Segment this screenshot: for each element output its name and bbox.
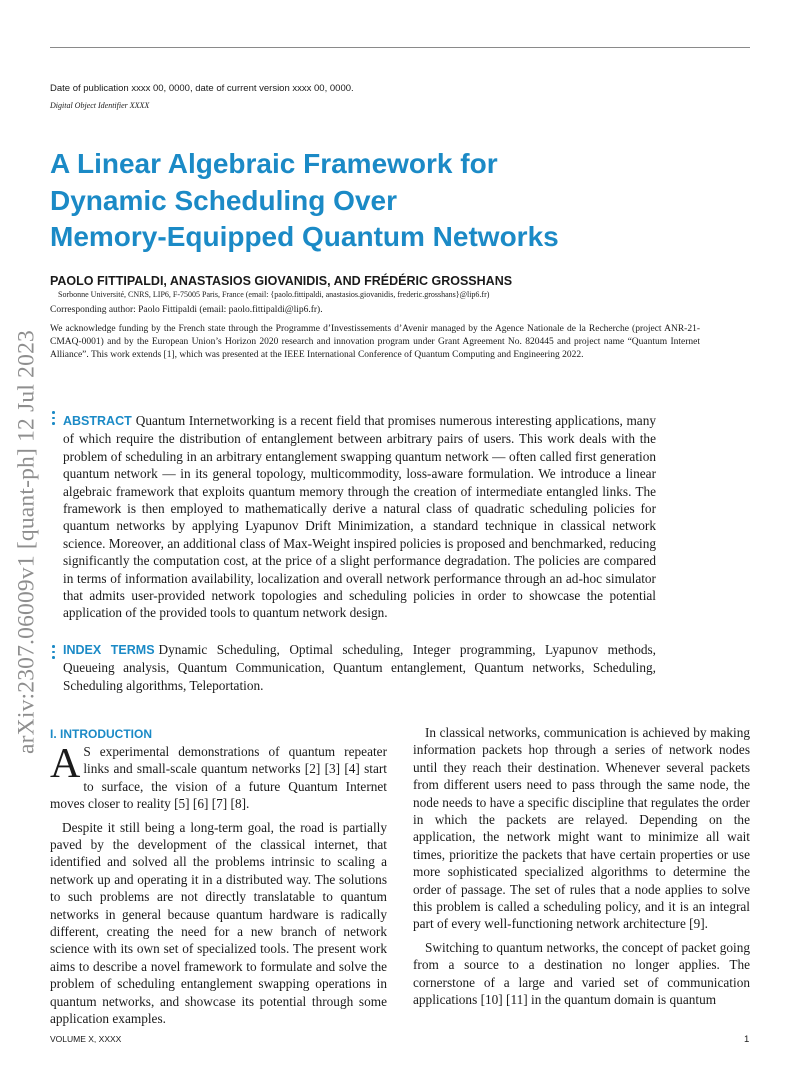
page-number: 1: [744, 1034, 750, 1045]
index-terms-label: INDEX TERMS: [63, 643, 155, 657]
index-terms-text: Dynamic Scheduling, Optimal scheduling, Integer programming, Lyapunov methods, Queueing analysis, Quantum Communication, Quantum entanglement, Quantum networks, Scheduling, Scheduling algorithms, Teleportation.: [63, 642, 656, 693]
abstract-text: Quantum Internetworking is a recent field that promises numerous interesting applications, many of which require the distribution of entanglement between arbitrary pairs of users. This work deals with the problem of scheduling in an arbitrary entanglement swapping quantum network — often called first generation quantum network — in its general topology, multicommodity, loss-aware formulation. We introduce a linear algebraic framework that exploits quantum memory through the creation of intermediate entangled links. The framework is then employed to mathematically derive a natural class of quadratic scheduling policies for quantum networks by applying Lyapunov Drift Minimization, a standard technique in classical network science. Moreover, an additional class of Max-Weight inspired policies is proposed and benchmarked, reducing significantly the computation cost, at the price of a slight performance degradation. The policies are compared in terms of information availability, localization and overall network performance through an ad-hoc simulator that admits user-provided network topologies and scheduling policies in order to showcase the potential application of the provided tools to quantum network design.: [63, 413, 656, 621]
drop-cap: A: [50, 741, 81, 787]
arxiv-stamp: [4, 282, 50, 802]
doi-line: Digital Object Identifier XXXX: [50, 101, 150, 110]
paragraph-text: S experimental demonstrations of quantum repeater links and small-scale quantum networks [2] [3] [4] start to surface, the vision of a future Quantum Internet moves closer to reality [5] [6] [7] [8].: [50, 744, 387, 812]
left-column: [50, 743, 387, 1028]
affiliation: Sorbonne Université, CNRS, LIP6, F-75005 Paris, France (email: {paolo.fittipaldi, anastasios.giovanidis, frederic.grosshans}@lip6.fr): [58, 290, 490, 299]
funding-note: We acknowledge funding by the French state through the Programme d’Investissements d’Avenir managed by the Agence Nationale de la Recherche (project ANR-21-CMAQ-0001) and by the European Union’s Horizon 2020 research and innovation program under Grant Agreement No. 820445 and project name “Quantum Internet Alliance”. This work extends [1], which was presented at the IEEE International Conference of Quantum Computing and Engineering 2022.: [50, 324, 700, 360]
abstract: [63, 412, 656, 622]
paragraph: In classical networks, communication is achieved by making information packets hop through a series of network nodes until they reach their destination. Whenever several packets from different users need to pass through the same node, the node needs to have a specific discipline that regulates the order in which the packets are relayed. Depending on the application, the network might want to minimize all wait times, prioritize the packets that have certain properties or use more sophisticated specialized algorithms to determine the order of passage. The set of rules that a node applies to solve this problem is called a scheduling policy, and it is an integral part of every well-functioning network architecture [9].: [413, 725, 750, 932]
title-line: Memory-Equipped Quantum Networks: [50, 221, 559, 252]
corresponding-author: Corresponding author: Paolo Fittipaldi (email: paolo.fittipaldi@lip6.fr).: [50, 305, 323, 315]
title-line: A Linear Algebraic Framework for: [50, 148, 498, 179]
abstract-marker: [52, 411, 58, 428]
header-rule: [50, 47, 750, 48]
paragraph: [50, 743, 387, 813]
paragraph: Switching to quantum networks, the concept of packet going from a source to a destination no longer applies. The cornerstone of a large and varied set of communication applications [10] [11] in the quantum domain is quantum: [413, 939, 750, 1008]
title-line: Dynamic Scheduling Over: [50, 184, 397, 216]
publication-date: Date of publication xxxx 00, 0000, date of current version xxxx 00, 0000.: [50, 83, 354, 94]
footer-volume: VOLUME X, XXXX: [50, 1034, 122, 1044]
right-column: [413, 724, 750, 1009]
index-terms: [63, 641, 656, 694]
abstract-label: ABSTRACT: [63, 414, 132, 428]
paragraph: Despite it still being a long-term goal, the road is partially paved by the development of the classical internet, that identified and solved all the problems intrinsic to scaling a network up and operating it in a distributed way. The solutions to such problems are not directly translatable to quantum networks in general because quantum hardware is radically different, creating the need for a new branch of network science with its own set of specialized tools. The present work aims to describe a novel framework to formulate and solve the problem of scheduling entanglement swapping operations in quantum networks, and showcase its potential through some application examples.: [50, 819, 387, 1027]
arxiv-stamp-text: arXiv:2307.06009v1 [quant-ph] 12 Jul 2023: [13, 330, 40, 754]
index-terms-marker: [52, 645, 58, 662]
paper-title: [50, 146, 730, 256]
author-list: PAOLO FITTIPALDI, ANASTASIOS GIOVANIDIS, AND FRÉDÉRIC GROSSHANS: [50, 274, 513, 288]
section-heading: I. INTRODUCTION: [50, 727, 152, 741]
